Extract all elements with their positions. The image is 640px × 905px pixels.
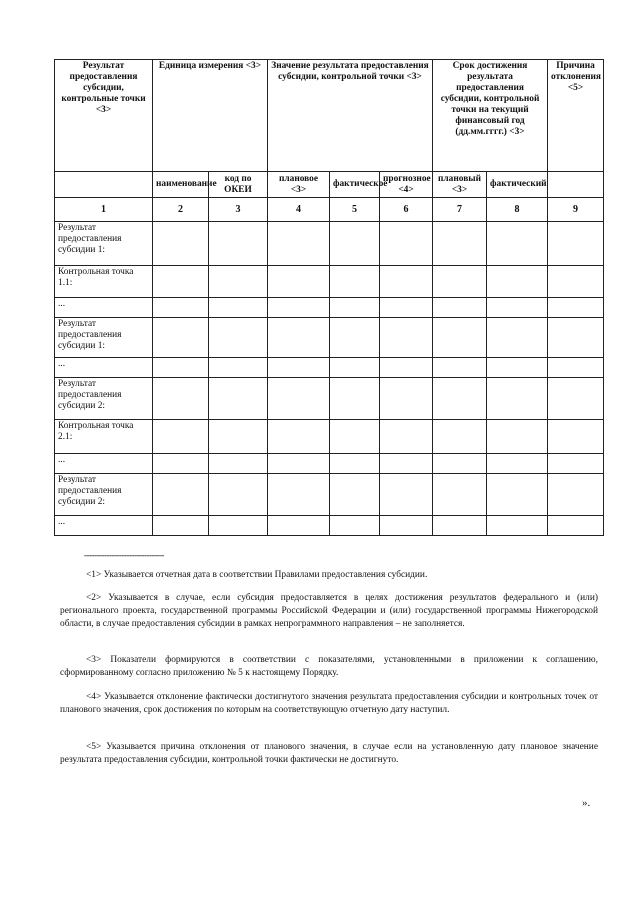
table-cell[interactable] <box>380 358 433 378</box>
table-row <box>55 454 604 474</box>
table-cell[interactable] <box>433 454 487 474</box>
table-cell[interactable] <box>380 454 433 474</box>
table-cell[interactable] <box>380 266 433 298</box>
column-number: 6 <box>380 198 433 222</box>
closing-quote: ». <box>582 797 591 809</box>
column-number: 8 <box>487 198 548 222</box>
footnote-separator: -------------------------------- <box>84 550 164 560</box>
table-row <box>55 516 604 536</box>
column-numbers-row <box>55 198 604 222</box>
table-cell[interactable] <box>433 222 487 266</box>
table-cell[interactable] <box>330 222 380 266</box>
table-cell[interactable] <box>153 266 209 298</box>
subheader-term-planned: плановый <3> <box>433 172 487 198</box>
table-cell[interactable] <box>268 318 330 358</box>
table-cell[interactable] <box>380 318 433 358</box>
header-unit: Единица измерения <3> <box>153 60 268 172</box>
table-cell[interactable] <box>380 516 433 536</box>
table-cell[interactable] <box>268 266 330 298</box>
row-label: ... <box>55 516 153 536</box>
subheader-term-actual: фактический <box>487 172 548 198</box>
table-cell[interactable] <box>209 474 268 516</box>
table-cell[interactable] <box>487 222 548 266</box>
table-cell[interactable] <box>548 222 604 266</box>
table-cell[interactable] <box>433 298 487 318</box>
table-cell[interactable] <box>548 358 604 378</box>
table-cell[interactable] <box>330 358 380 378</box>
table-cell[interactable] <box>433 358 487 378</box>
row-label: Результат предоставления субсидии 1: <box>55 222 153 266</box>
subheader-empty <box>55 172 153 198</box>
header-deadline: Срок достижения результата предоставления субсидии, контрольной точки на текущий финансовый год (дд.мм.гггг.) <3> <box>433 60 548 172</box>
table-cell[interactable] <box>209 454 268 474</box>
column-number: 9 <box>548 198 604 222</box>
table-cell[interactable] <box>487 454 548 474</box>
column-number: 2 <box>153 198 209 222</box>
column-number: 1 <box>55 198 153 222</box>
table-cell[interactable] <box>153 378 209 420</box>
table-cell[interactable] <box>548 454 604 474</box>
row-label: Результат предоставления субсидии 2: <box>55 378 153 420</box>
table-cell[interactable] <box>209 378 268 420</box>
report-table <box>54 59 604 536</box>
table-row <box>55 358 604 378</box>
row-label: ... <box>55 454 153 474</box>
table-cell[interactable] <box>433 378 487 420</box>
table-cell[interactable] <box>153 358 209 378</box>
row-label: Контрольная точка 1.1: <box>55 266 153 298</box>
table-cell[interactable] <box>268 420 330 454</box>
subheader-planned: плановое <3> <box>268 172 330 198</box>
table-row <box>55 298 604 318</box>
table-cell[interactable] <box>209 318 268 358</box>
table-cell[interactable] <box>330 318 380 358</box>
header-reason: Причина отклонения <5> <box>548 60 604 172</box>
table-cell[interactable] <box>268 516 330 536</box>
table-cell[interactable] <box>153 454 209 474</box>
subheader-actual: фактическое <box>330 172 380 198</box>
table-cell[interactable] <box>153 222 209 266</box>
column-number: 5 <box>330 198 380 222</box>
table-cell[interactable] <box>433 474 487 516</box>
subheader-empty <box>548 172 604 198</box>
table-cell[interactable] <box>268 454 330 474</box>
table-cell[interactable] <box>548 516 604 536</box>
table-cell[interactable] <box>268 474 330 516</box>
table-cell[interactable] <box>548 318 604 358</box>
row-label: Результат предоставления субсидии 1: <box>55 318 153 358</box>
footnote-5: <5> Указывается причина отклонения от планового значения, в случае если на установленную дату плановое значение результата предоставления субсидии, контрольной точки фактически не достигнуто. <box>60 742 598 765</box>
table-cell[interactable] <box>153 516 209 536</box>
table-cell[interactable] <box>433 420 487 454</box>
table-cell[interactable] <box>268 358 330 378</box>
table-cell[interactable] <box>548 420 604 454</box>
table-cell[interactable] <box>153 420 209 454</box>
table-cell[interactable] <box>487 516 548 536</box>
subheader-row <box>55 172 604 198</box>
table-cell[interactable] <box>330 378 380 420</box>
column-number: 7 <box>433 198 487 222</box>
table-cell[interactable] <box>330 454 380 474</box>
table-cell[interactable] <box>268 378 330 420</box>
table-row <box>55 222 604 266</box>
table-cell[interactable] <box>380 222 433 266</box>
table-cell[interactable] <box>548 474 604 516</box>
footnote-3: <3> Показатели формируются в соответствии с показателями, установленными в приложении к соглашению, сформированному согласно приложению № 5 к настоящему Порядку. <box>60 655 598 678</box>
table-cell[interactable] <box>209 420 268 454</box>
table-cell[interactable] <box>487 298 548 318</box>
table-cell[interactable] <box>487 318 548 358</box>
table-cell[interactable] <box>487 266 548 298</box>
table-cell[interactable] <box>209 358 268 378</box>
table-cell[interactable] <box>548 266 604 298</box>
table-cell[interactable] <box>487 378 548 420</box>
row-label: ... <box>55 358 153 378</box>
row-label: ... <box>55 298 153 318</box>
table-cell[interactable] <box>268 222 330 266</box>
table-cell[interactable] <box>487 474 548 516</box>
table-cell[interactable] <box>153 318 209 358</box>
table-cell[interactable] <box>209 516 268 536</box>
table-cell[interactable] <box>380 298 433 318</box>
subheader-okei: код по ОКЕИ <box>209 172 268 198</box>
table-cell[interactable] <box>487 358 548 378</box>
table-row <box>55 378 604 420</box>
table-cell[interactable] <box>153 298 209 318</box>
footnote-1: <1> Указывается отчетная дата в соответствии Правилами предоставления субсидии. <box>86 570 428 580</box>
table-row <box>55 420 604 454</box>
table-cell[interactable] <box>487 420 548 454</box>
row-label: Результат предоставления субсидии 2: <box>55 474 153 516</box>
table-row <box>55 266 604 298</box>
table-cell[interactable] <box>330 516 380 536</box>
table-cell[interactable] <box>548 378 604 420</box>
table-cell[interactable] <box>209 222 268 266</box>
header-row <box>55 60 604 172</box>
table-cell[interactable] <box>268 298 330 318</box>
table-cell[interactable] <box>330 266 380 298</box>
table-cell[interactable] <box>380 378 433 420</box>
column-number: 4 <box>268 198 330 222</box>
row-label: Контрольная точка 2.1: <box>55 420 153 454</box>
footnote-4: <4> Указывается отклонение фактически достигнутого значения результата предоставления субсидии и контрольных точек от планового значения, срок достижения по которым на соответствующую отчетную дату наступил. <box>60 692 598 715</box>
table-cell[interactable] <box>433 266 487 298</box>
header-value: Значение результата предоставления субсидии, контрольной точки <3> <box>268 60 433 172</box>
table-cell[interactable] <box>330 420 380 454</box>
header-result: Результат предоставления субсидии, контрольные точки <3> <box>55 60 153 172</box>
column-number: 3 <box>209 198 268 222</box>
table-cell[interactable] <box>433 516 487 536</box>
subheader-forecast: прогнозное <4> <box>380 172 433 198</box>
subheader-unit-name: наименование <box>153 172 209 198</box>
table-cell[interactable] <box>548 298 604 318</box>
table-cell[interactable] <box>209 298 268 318</box>
table-cell[interactable] <box>380 474 433 516</box>
table-cell[interactable] <box>330 474 380 516</box>
footnote-2: <2> Указывается в случае, если субсидия предоставляется в целях достижения результатов федерального и (или) регионального проекта, государственной программы Российской Федерации и (или) государственной программы Нижегородской области, в случае предоставления субсидии в рамках непрограммного направления – не заполняется. <box>60 593 598 629</box>
table-row <box>55 318 604 358</box>
table-cell[interactable] <box>153 474 209 516</box>
table-row <box>55 474 604 516</box>
table-cell[interactable] <box>330 298 380 318</box>
table-cell[interactable] <box>433 318 487 358</box>
table-cell[interactable] <box>209 266 268 298</box>
table-cell[interactable] <box>380 420 433 454</box>
